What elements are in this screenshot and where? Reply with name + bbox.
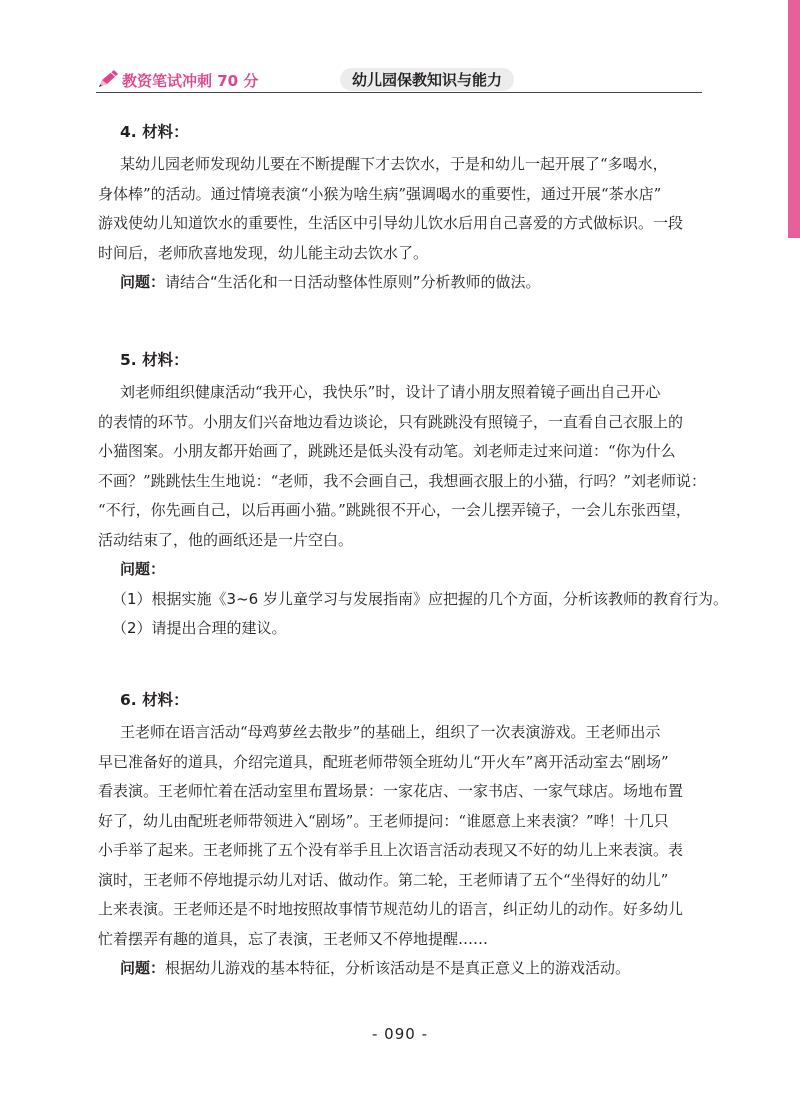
sub-question: （2）请提出合理的建议。 (112, 619, 287, 637)
question-section-6 (98, 688, 684, 984)
question-line (120, 954, 683, 984)
material-line: 不画？”跳跳怯生生地说：“老师，我不会画自己，我想画衣服上的小猫，行吗？”刘老师说： (98, 471, 707, 490)
material-line: 某幼儿园老师发现幼儿要在不断提醒下才去饮水，于是和幼儿一起开展了“多喝水， (120, 155, 668, 173)
question-text: 请结合“生活化和一日活动整体性原则”分析教师的做法。 (165, 273, 541, 291)
material-line: 刘老师组织健康活动“我开心，我快乐”时，设计了请小朋友照着镜子画出自己开心 (120, 383, 661, 401)
section-title: 6. 材料： (120, 691, 189, 709)
question-label: 问题： (120, 273, 166, 291)
page-number: - 090 - (372, 1025, 428, 1043)
section-title: 5. 材料： (120, 351, 189, 369)
header-rule (96, 92, 702, 93)
material-line: 小猫图案。小朋友都开始画了，跳跳还是低头没有动笔。刘老师走过来问道：“你为什么 (98, 442, 676, 460)
question-line (120, 268, 683, 298)
material-line: 小手举了起来。王老师挑了五个没有举手且上次语言活动表现又不好的幼儿上来表演。表 (98, 841, 684, 859)
material-line: 好了，幼儿由配班老师带领进入“剧场”。王老师提问：“谁愿意上来表演？”哗！十几只 (98, 811, 669, 830)
question-text: 根据幼儿游戏的基本特征，分析该活动是不是真正意义上的游戏活动。 (165, 959, 631, 977)
material-line: 上来表演。王老师还是不时地按照故事情节规范幼儿的语言，纠正幼儿的动作。好多幼儿 (98, 900, 684, 918)
material-line: 的表情的环节。小朋友们兴奋地边看边谈论，只有跳跳没有照镜子，一直看自己衣服上的 (98, 412, 684, 431)
material-line: “不行，你先画自己，以后再画小猫。”跳跳很不开心，一会儿摆弄镜子，一会儿东张西望， (98, 501, 691, 519)
header-book-title: 教资笔试冲刺 70 分 (122, 72, 259, 90)
material-line: 王老师在语言活动“母鸡萝丝去散步”的基础上，组织了一次表演游戏。王老师出示 (120, 723, 661, 741)
material-line: 演时，王老师不停地提示幼儿对话、做动作。第二轮，王老师请了五个“坐得好的幼儿” (98, 870, 669, 889)
pencil-icon (96, 68, 120, 90)
material-line: 忙着摆弄有趣的道具，忘了表演，王老师又不停地提醒…… (98, 929, 489, 948)
question-section-4 (98, 120, 684, 298)
material-line: 游戏使幼儿知道饮水的重要性，生活区中引导幼儿饮水后用自己喜爱的方式做标识。一段 (98, 214, 684, 232)
question-label: 问题： (120, 560, 166, 578)
question-label: 问题： (120, 959, 166, 977)
material-line: 时间后，老师欣喜地发现，幼儿能主动去饮水了。 (98, 243, 429, 262)
material-line: 看表演。王老师忙着在活动室里布置场景：一家花店、一家书店、一家气球店。场地布置 (98, 782, 684, 800)
section-title: 4. 材料： (120, 123, 189, 141)
material-line: 早已准备好的道具，介绍完道具，配班老师带领全班幼儿“开火车”离开活动室去“剧场” (98, 752, 669, 771)
material-line: 身体棒”的活动。通过情境表演“小猴为啥生病”强调喝水的重要性，通过开展“茶水店” (98, 184, 662, 203)
side-tab-marker (788, 0, 800, 238)
question-section-5 (98, 348, 728, 644)
sub-question: （1）根据实施《3~6 岁儿童学习与发展指南》应把握的几个方面，分析该教师的教育行为。 (112, 589, 728, 608)
page-header (96, 65, 702, 93)
material-line: 活动结束了，他的画纸还是一片空白。 (98, 530, 354, 549)
question-line (120, 555, 728, 585)
header-subject-title: 幼儿园保教知识与能力 (340, 68, 514, 91)
